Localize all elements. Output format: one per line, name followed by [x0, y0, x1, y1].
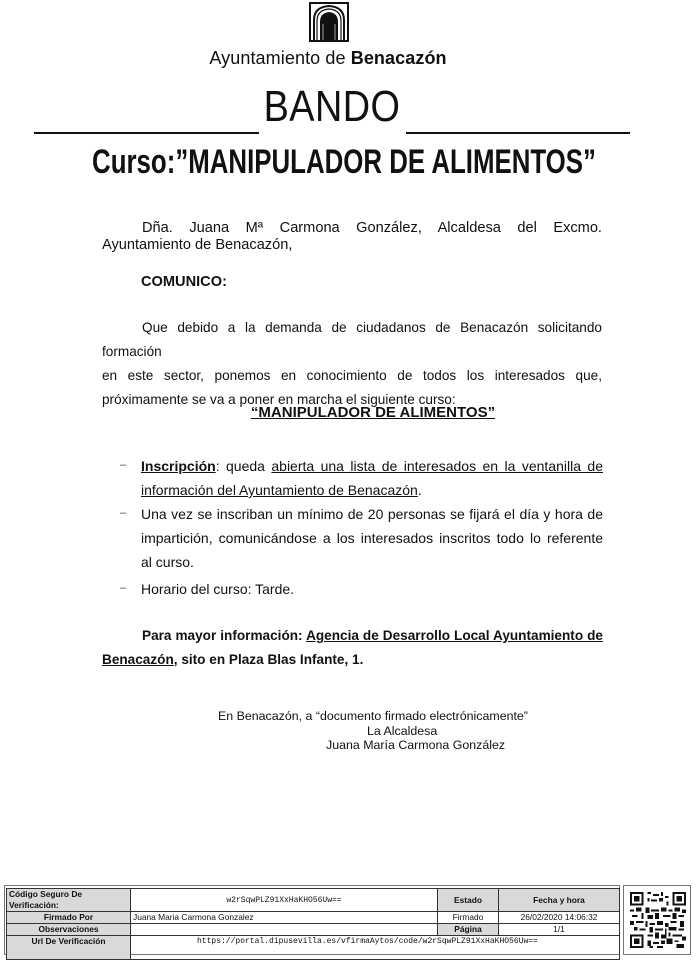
body-line-1: Que debido a la demanda de ciudadanos de Benacazón solicitando formación [102, 320, 602, 359]
intro-paragraph [102, 220, 602, 254]
table-row [7, 936, 620, 960]
more-info-address: , sito en Plaza Blas Infante, 1. [173, 652, 364, 667]
fecha-value: 26/02/2020 14:06:32 [499, 912, 620, 924]
agency-link-1[interactable]: Agencia de Desarrollo Local Ayuntamiento de [306, 628, 603, 643]
agency-link-2[interactable]: Benacazón [102, 652, 174, 667]
qr-code-icon [630, 891, 686, 949]
bullet-item-inscripcion [141, 454, 603, 502]
signature-name: Juana María Carmona González [326, 738, 506, 752]
observaciones-label: Observaciones [7, 924, 131, 936]
bullet-marker: – [120, 459, 127, 471]
table-row [7, 912, 620, 924]
bullet-marker: – [120, 507, 127, 519]
observaciones-value [131, 924, 438, 936]
bullet-marker: – [120, 582, 127, 594]
title-rule-right [406, 132, 630, 134]
firmado-por-value: Juana Maria Carmona Gonzalez [131, 912, 438, 924]
course-heading: Curso:”MANIPULADOR DE ALIMENTOS” [92, 143, 596, 181]
inscripcion-line-1 [141, 454, 603, 478]
intro-line-1: Dña. Juana Mª Carmona González, Alcaldesa del Excmo. [142, 220, 602, 236]
more-info-paragraph [102, 624, 603, 672]
pagina-value: 1/1 [499, 924, 620, 936]
more-info-line-2 [102, 648, 603, 672]
table-row [7, 889, 620, 912]
course-name: “MANIPULADOR DE ALIMENTOS” [250, 404, 496, 421]
body-paragraph [102, 316, 602, 412]
more-info-lead: Para mayor información: [142, 628, 307, 643]
intro-line-2: Ayuntamiento de Benacazón, [102, 237, 293, 253]
more-info-line-1 [102, 624, 603, 648]
pagina-label: Página [438, 924, 499, 936]
org-town: Benacazón [350, 48, 447, 68]
minimo-line-3: al curso. [141, 554, 194, 570]
bullet-item-horario [141, 577, 603, 601]
signature-role: La Alcaldesa [367, 724, 438, 738]
title-rule-left [34, 132, 259, 134]
inscripcion-end: . [417, 482, 422, 498]
url-label: Url De Verificación [7, 936, 131, 960]
body-line-2: en este sector, ponemos en conocimiento de todos los interesados que, [102, 368, 602, 383]
estado-value: Firmado [438, 912, 499, 924]
inscripcion-label: Inscripción [141, 458, 216, 474]
fecha-label: Fecha y hora [499, 889, 620, 912]
verification-table [6, 888, 620, 960]
page-title: BANDO [263, 82, 401, 131]
url-value[interactable]: https://portal.dipusevilla.es/vfirmaAytos/code/w2rSqwPLZ91XxHaKHO56Uw== [131, 936, 620, 960]
arch-logo-icon [309, 2, 349, 42]
inscripcion-line-2 [141, 478, 603, 502]
body-line-3: próximamente se va a poner en marcha el siguiente curso: [102, 392, 456, 407]
firmado-por-label: Firmado Por [7, 912, 131, 924]
horario-line: Horario del curso: Tarde. [141, 581, 295, 597]
comunico-heading: COMUNICO: [141, 274, 227, 290]
csv-value: w2rSqwPLZ91XxHaKHO56Uw== [131, 889, 438, 912]
signature-place: En Benacazón, a “documento firmado electrónicamente” [218, 709, 528, 723]
organization-name [0, 48, 656, 69]
inscripcion-link-2[interactable]: información del Ayuntamiento de Benacazón [141, 482, 418, 498]
org-prefix: Ayuntamiento de [209, 48, 351, 68]
inscripcion-sep: : queda [215, 458, 272, 474]
estado-label: Estado [438, 889, 499, 912]
minimo-line-2: impartición, comunicándose a los interesados inscritos todo lo referente [141, 530, 603, 546]
minimo-line-1: Una vez se inscriban un mínimo de 20 personas se fijará el día y hora de [141, 506, 603, 522]
bullet-item-minimo [141, 502, 603, 574]
csv-label: Código Seguro De Verificación: [7, 889, 131, 912]
table-row [7, 924, 620, 936]
inscripcion-link-1[interactable]: abierta una lista de interesados en la ventanilla de [271, 458, 603, 474]
